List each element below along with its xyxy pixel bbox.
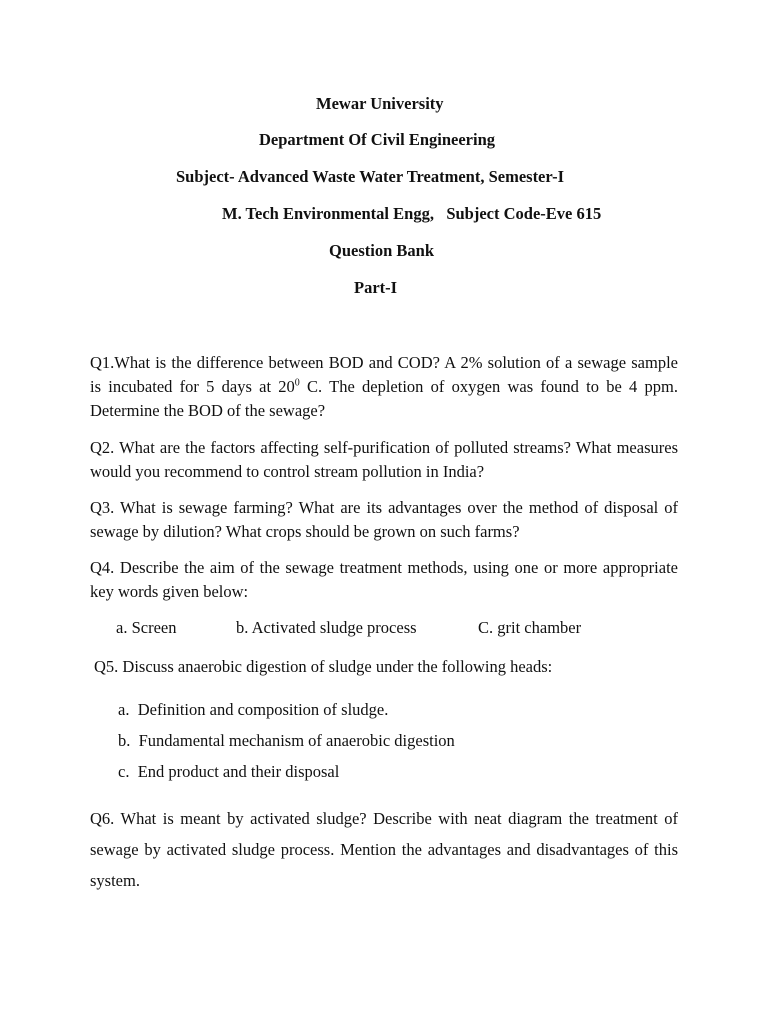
question-1-text-a: Q1.What is the difference between BOD and COD? A 2% solution of a sewage sample is incubated for 5 days at 20 xyxy=(90,353,678,396)
list-item: c. End product and their disposal xyxy=(118,762,340,781)
list-item: a. Definition and composition of sludge. xyxy=(118,700,389,719)
list-item: b. Fundamental mechanism of anaerobic digestion xyxy=(118,731,455,750)
question-5: Q5. Discuss anaerobic digestion of sludge under the following heads: xyxy=(94,657,553,676)
part-label: Part-I xyxy=(354,278,398,297)
degree-superscript: 0 xyxy=(294,377,300,389)
university-name: Mewar University xyxy=(316,94,444,113)
subject-line: Subject- Advanced Waste Water Treatment, Semester-I xyxy=(176,167,565,186)
question-6: Q6. What is meant by activated sludge? Describe with neat diagram the treatment of sewage by activated sludge process. Mention the advantages and disadvantages of this system. xyxy=(90,809,678,890)
department-name: Department Of Civil Engineering xyxy=(259,130,496,149)
option-a: a. Screen xyxy=(116,618,177,637)
document-title: Question Bank xyxy=(329,241,434,260)
question-1 xyxy=(90,351,678,423)
option-c: C. grit chamber xyxy=(478,618,582,637)
course-line: M. Tech Environmental Engg, Subject Code-Eve 615 xyxy=(222,204,602,223)
question-3: Q3. What is sewage farming? What are its advantages over the method of disposal of sewage by dilution? What crops should be grown on such farms? xyxy=(90,498,678,541)
question-2: Q2. What are the factors affecting self-purification of polluted streams? What measures would you recommend to control stream pollution in India? xyxy=(90,438,678,481)
question-4-options xyxy=(0,618,768,640)
question-4: Q4. Describe the aim of the sewage treatment methods, using one or more appropriate key words given below: xyxy=(90,558,678,601)
question-1-text-b: C. The depletion of oxygen was found to be 4 ppm. Determine the BOD of the sewage? xyxy=(90,377,678,420)
option-b: b. Activated sludge process xyxy=(236,618,417,637)
